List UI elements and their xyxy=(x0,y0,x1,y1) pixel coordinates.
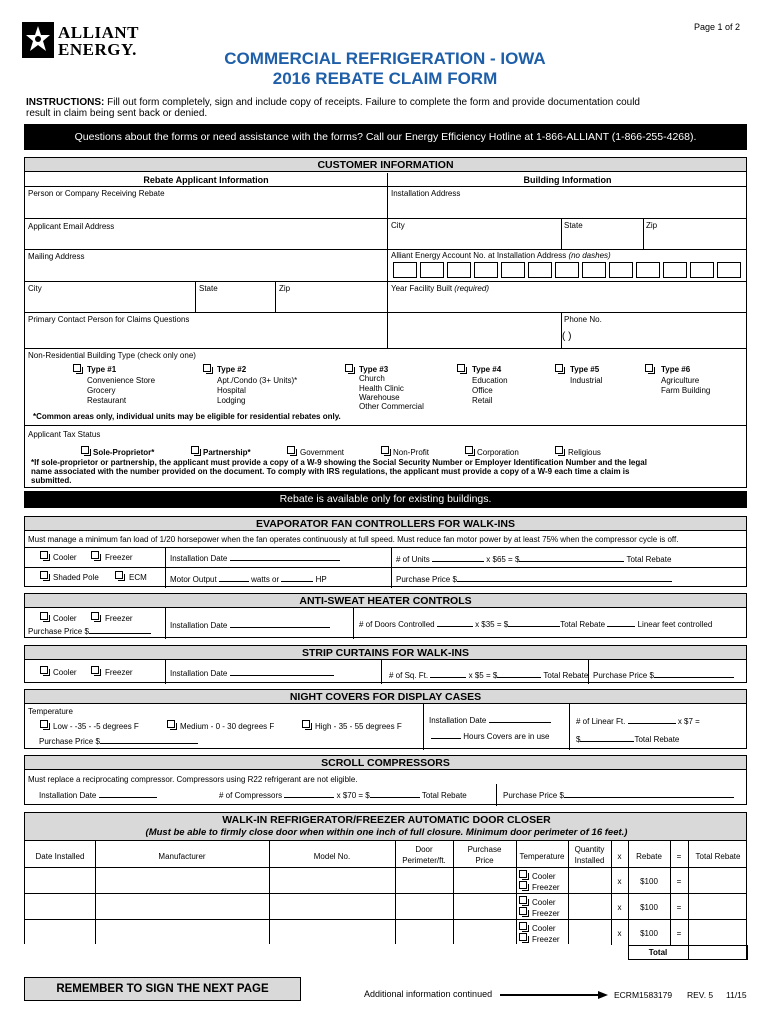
tax-note: *If sole-proprietor or partnership, the applicant must provide a copy of a W-9 showing the Social Security Number or Employer Identification Number and the legal xyxy=(31,458,647,467)
row-x: x xyxy=(617,877,622,886)
instructions-line2: result in claim being sent back or denied. xyxy=(26,108,208,119)
row-cooler-label: Cooler xyxy=(532,924,556,933)
type4-item: Retail xyxy=(472,396,493,405)
hotline-bar: Questions about the forms or need assistance with the forms? Call our Energy Efficiency Hotline at 1-866-ALLIANT (1-866-255-4268). xyxy=(24,124,747,150)
sole-proprietor-label: Sole-Proprietor* xyxy=(93,448,155,457)
type1-item: Grocery xyxy=(87,386,116,395)
row-freezer-checkbox[interactable] xyxy=(519,907,527,915)
night-temperature-label: Temperature xyxy=(28,707,73,716)
type3-item: Health Clinic xyxy=(359,384,404,393)
ecm-checkbox[interactable] xyxy=(115,571,123,579)
form-code: ECRM1583179 xyxy=(614,990,673,1000)
col-price: Purchase xyxy=(467,845,502,854)
row-cooler-checkbox[interactable] xyxy=(519,922,527,930)
mail-zip-label: Zip xyxy=(279,284,291,293)
anti-cooler-label: Cooler xyxy=(53,614,77,623)
col-equals: = xyxy=(676,852,682,861)
type2-checkbox[interactable] xyxy=(203,364,211,372)
anti-sweat-section xyxy=(24,593,747,638)
row-equals: = xyxy=(676,929,682,938)
non-profit-label: Non-Profit xyxy=(393,448,430,457)
form-date: 11/15 xyxy=(726,990,747,1000)
building-type-label: Non-Residential Building Type (check only one) xyxy=(28,351,196,360)
evap-cooler-checkbox[interactable] xyxy=(40,551,48,559)
night-hours[interactable]: Hours Covers are in use xyxy=(431,731,550,741)
scroll-install-date[interactable]: Installation Date xyxy=(39,790,157,800)
logo-line1: ALLIANT xyxy=(58,23,139,42)
col-x: x xyxy=(617,852,622,861)
year-built-label: Year Facility Built (required) xyxy=(391,284,489,293)
evap-freezer-checkbox[interactable] xyxy=(91,551,99,559)
type3-item: Church xyxy=(359,374,385,383)
mailing-label: Mailing Address xyxy=(28,252,85,261)
table-row xyxy=(25,893,748,919)
instructions: INSTRUCTIONS: Fill out form completely, sign and include copy of receipts. Failure to complete the form and provide documentation could xyxy=(26,97,640,108)
partnership-checkbox[interactable] xyxy=(191,446,199,454)
door-closer-header: WALK-IN REFRIGERATOR/FREEZER AUTOMATIC DOOR CLOSER xyxy=(222,814,551,826)
row-cooler-checkbox[interactable] xyxy=(519,896,527,904)
remember-sign-box: REMEMBER TO SIGN THE NEXT PAGE xyxy=(24,977,301,1001)
low-temp-checkbox[interactable] xyxy=(40,720,48,728)
evap-cooler-label: Cooler xyxy=(53,553,77,562)
strip-install-date[interactable]: Installation Date xyxy=(170,668,334,678)
type1-item: Convenience Store xyxy=(87,376,156,385)
evaporator-note: Must manage a minimum fan load of 1/20 horsepower when the fan operates continuously at full speed. Must reduce fan motor power by at least 75% when the compressor cycle is off. xyxy=(28,535,679,544)
shaded-pole-checkbox[interactable] xyxy=(40,571,48,579)
scroll-note: Must replace a reciprocating compressor. Compressors using R22 refrigerant are not eligible. xyxy=(28,775,358,784)
row-cooler-checkbox[interactable] xyxy=(519,870,527,878)
col-temperature: Temperature xyxy=(519,852,565,861)
row-cooler-label: Cooler xyxy=(532,898,556,907)
low-temp-label: Low - -35 - -5 degrees F xyxy=(53,722,139,731)
tax-note: name associated with the number provided on the document. To comply with IRS regulations, the applicant must provide a copy of a W-9 each time a claim is xyxy=(31,467,630,476)
night-covers-section xyxy=(24,689,747,749)
religious-checkbox[interactable] xyxy=(555,446,563,454)
person-field[interactable] xyxy=(28,198,383,216)
row-freezer-checkbox[interactable] xyxy=(519,881,527,889)
email-field[interactable] xyxy=(28,231,383,247)
col-quantity: Quantity xyxy=(574,845,605,854)
col-model: Model No. xyxy=(313,852,351,861)
ecm-label: ECM xyxy=(129,573,147,582)
mail-city-label: City xyxy=(28,284,42,293)
type5-label: Type #5 xyxy=(570,365,600,374)
email-label: Applicant Email Address xyxy=(28,222,115,231)
type3-checkbox[interactable] xyxy=(345,364,353,372)
account-number-boxes[interactable] xyxy=(393,262,743,279)
building-zip-label: Zip xyxy=(646,221,658,230)
type3-label: Type #3 xyxy=(359,365,389,374)
religious-label: Religious xyxy=(568,448,601,457)
high-temp-checkbox[interactable] xyxy=(302,720,310,728)
phone-label: Phone No. xyxy=(564,315,602,324)
type4-item: Office xyxy=(472,386,493,395)
applicant-header: Rebate Applicant Information xyxy=(143,175,269,185)
strip-freezer-label: Freezer xyxy=(105,668,133,677)
government-checkbox[interactable] xyxy=(287,446,295,454)
door-closer-subheader: (Must be able to firmly close door when within one inch of full closure. Minimum door perimeter of 16 feet.) xyxy=(145,827,628,838)
col-date-installed: Date Installed xyxy=(35,852,85,861)
type3-item: Warehouse xyxy=(359,393,400,402)
scroll-compressors-section xyxy=(24,755,747,805)
type1-item: Restaurant xyxy=(87,396,127,405)
type1-checkbox[interactable] xyxy=(73,364,81,372)
building-header: Building Information xyxy=(523,175,612,185)
motor-output[interactable]: Motor Output watts or HP xyxy=(170,575,327,584)
anti-freezer-checkbox[interactable] xyxy=(91,612,99,620)
type2-item: Apt./Condo (3+ Units)* xyxy=(217,376,298,385)
night-purchase[interactable]: Purchase Price $ xyxy=(39,736,198,746)
evap-install-date[interactable]: Installation Date xyxy=(170,553,340,563)
title-line1: COMMERCIAL REFRIGERATION - IOWA xyxy=(224,49,546,68)
anti-purchase[interactable]: Purchase Price $ xyxy=(28,626,151,636)
building-types xyxy=(25,363,748,415)
scroll-purchase[interactable]: Purchase Price $ xyxy=(503,790,734,800)
type5-item: Industrial xyxy=(570,376,603,385)
strip-sqft[interactable]: # of Sq. Ft. x $5 = $ Total Rebate xyxy=(389,671,589,680)
table-row xyxy=(25,919,748,945)
strip-cooler-checkbox[interactable] xyxy=(40,666,48,674)
row-freezer-label: Freezer xyxy=(532,909,560,918)
night-total[interactable]: $ Total Rebate xyxy=(576,735,680,744)
door-total-label: Total xyxy=(648,948,668,957)
row-rebate: $100 xyxy=(640,929,658,938)
mailing-field[interactable] xyxy=(28,261,383,279)
col-price: Price xyxy=(475,856,494,865)
customer-info-header: CUSTOMER INFORMATION xyxy=(25,158,746,172)
shaded-pole-label: Shaded Pole xyxy=(53,573,99,582)
door-total-field[interactable] xyxy=(688,945,748,960)
partnership-label: Partnership* xyxy=(203,448,251,457)
title-line2: 2016 REBATE CLAIM FORM xyxy=(272,69,498,88)
evap-purchase[interactable]: Purchase Price $ xyxy=(396,574,672,584)
corporation-label: Corporation xyxy=(477,448,519,457)
arrow-right-icon xyxy=(500,990,610,1000)
row-x: x xyxy=(617,929,622,938)
strip-curtains-header: STRIP CURTAINS FOR WALK-INS xyxy=(25,646,746,660)
contact-label: Primary Contact Person for Claims Questions xyxy=(28,315,190,324)
strip-curtains-section xyxy=(24,645,747,683)
strip-purchase[interactable]: Purchase Price $ xyxy=(593,670,734,680)
row-equals: = xyxy=(676,877,682,886)
corporation-checkbox[interactable] xyxy=(465,446,473,454)
non-profit-checkbox[interactable] xyxy=(381,446,389,454)
col-total-rebate: Total Rebate xyxy=(695,852,741,861)
table-row xyxy=(25,867,748,893)
sole-proprietor-checkbox[interactable] xyxy=(81,446,89,454)
col-rebate: Rebate xyxy=(636,852,662,861)
customer-info-section xyxy=(24,157,747,488)
row-equals: = xyxy=(676,903,682,912)
high-temp-label: High - 35 - 55 degrees F xyxy=(315,722,402,731)
form-rev: REV. 5 xyxy=(687,990,714,1000)
anti-doors[interactable]: # of Doors Controlled x $35 = $ Total Rebate Linear feet controlled xyxy=(359,620,713,629)
evaporator-header: EVAPORATOR FAN CONTROLLERS FOR WALK-INS xyxy=(25,517,746,531)
night-linear[interactable]: # of Linear Ft. x $7 = xyxy=(576,717,700,726)
type5-checkbox[interactable] xyxy=(555,364,563,372)
anti-cooler-checkbox[interactable] xyxy=(40,612,48,620)
evap-units[interactable]: # of Units x $65 = $ Total Rebate xyxy=(396,555,672,564)
type4-checkbox[interactable] xyxy=(457,364,465,372)
tax-note: submitted. xyxy=(31,476,72,485)
row-rebate: $100 xyxy=(640,903,658,912)
install-address-label: Installation Address xyxy=(391,189,461,198)
common-note: *Common areas only, individual units may be eligible for residential rebates only. xyxy=(33,412,341,421)
anti-install-date[interactable]: Installation Date xyxy=(170,620,330,630)
strip-cooler-label: Cooler xyxy=(53,668,77,677)
phone-parens[interactable]: ( ) xyxy=(562,331,572,342)
night-install-date[interactable]: Installation Date xyxy=(429,715,551,725)
type2-item: Lodging xyxy=(217,396,246,405)
row-x: x xyxy=(617,903,622,912)
medium-temp-checkbox[interactable] xyxy=(167,720,175,728)
door-closer-section xyxy=(24,812,747,959)
row-freezer-label: Freezer xyxy=(532,883,560,892)
type3-item: Other Commercial xyxy=(359,402,424,411)
col-quantity: Installed xyxy=(574,856,605,865)
existing-buildings-bar: Rebate is available only for existing buildings. xyxy=(24,491,747,508)
scroll-compressors-header: SCROLL COMPRESSORS xyxy=(25,756,746,770)
anti-sweat-header: ANTI-SWEAT HEATER CONTROLS xyxy=(25,594,746,608)
government-label: Government xyxy=(300,448,345,457)
building-city-label: City xyxy=(391,221,405,230)
col-perimeter: Perimeter/ft. xyxy=(402,856,446,865)
medium-temp-label: Medium - 0 - 30 degrees F xyxy=(180,722,275,731)
row-freezer-checkbox[interactable] xyxy=(519,933,527,941)
type4-label: Type #4 xyxy=(472,365,502,374)
row-rebate: $100 xyxy=(640,877,658,886)
type6-item: Farm Building xyxy=(661,386,711,395)
anti-freezer-label: Freezer xyxy=(105,614,133,623)
person-label: Person or Company Receiving Rebate xyxy=(28,189,165,198)
col-perimeter: Door xyxy=(415,845,433,854)
strip-freezer-checkbox[interactable] xyxy=(91,666,99,674)
row-cooler-label: Cooler xyxy=(532,872,556,881)
col-manufacturer: Manufacturer xyxy=(158,852,206,861)
page-number: Page 1 of 2 xyxy=(694,22,741,32)
type1-label: Type #1 xyxy=(87,365,117,374)
door-closer-header-block xyxy=(25,813,746,841)
type4-item: Education xyxy=(472,376,508,385)
type2-label: Type #2 xyxy=(217,365,247,374)
additional-info: Additional information continued xyxy=(364,989,493,999)
evap-freezer-label: Freezer xyxy=(105,553,133,562)
night-covers-header: NIGHT COVERS FOR DISPLAY CASES xyxy=(25,690,746,704)
logo-line2: ENERGY. xyxy=(58,40,137,59)
type6-checkbox[interactable] xyxy=(645,364,653,372)
tax-status-label: Applicant Tax Status xyxy=(28,430,101,439)
type2-item: Hospital xyxy=(217,386,246,395)
evaporator-section xyxy=(24,516,747,587)
row-freezer-label: Freezer xyxy=(532,935,560,944)
mail-state-label: State xyxy=(199,284,218,293)
type6-item: Agriculture xyxy=(661,376,700,385)
building-state-label: State xyxy=(564,221,583,230)
account-label: Alliant Energy Account No. at Installation Address (no dashes) xyxy=(391,251,611,260)
scroll-compressors[interactable]: # of Compressors x $70 = $ Total Rebate xyxy=(219,791,467,800)
type6-label: Type #6 xyxy=(661,365,691,374)
install-address-field[interactable] xyxy=(391,198,743,216)
